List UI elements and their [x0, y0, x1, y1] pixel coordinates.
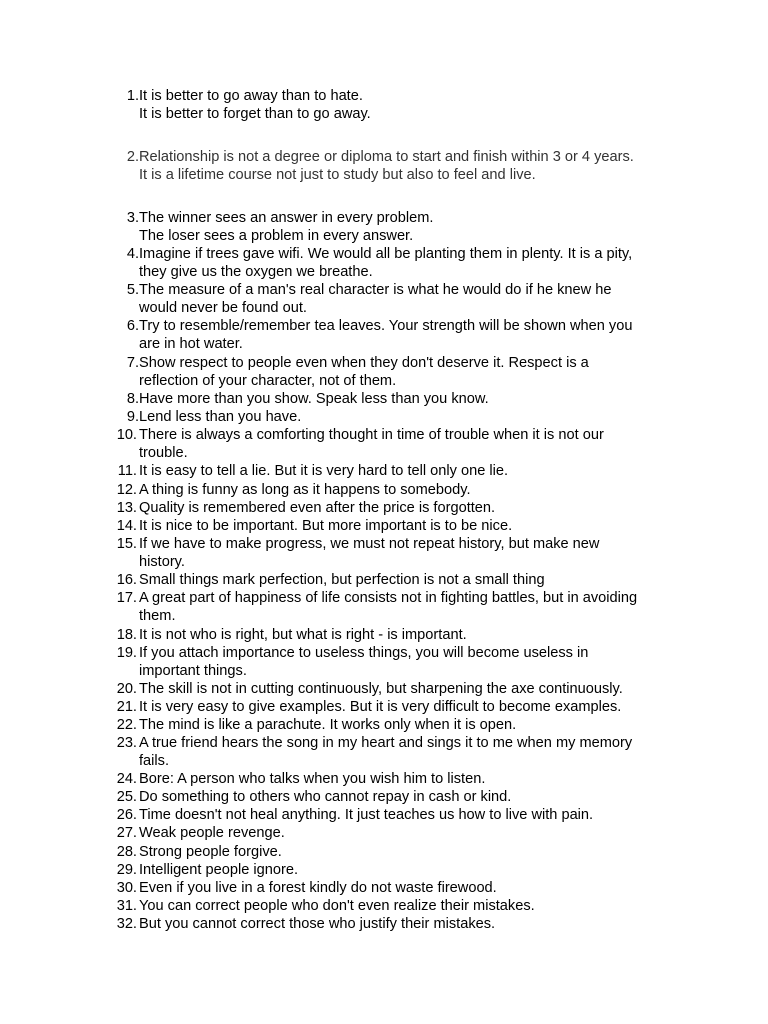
item-line: are in hot water. [139, 336, 243, 353]
item-text [139, 87, 707, 123]
item-line: Have more than you show. Speak less than you know. [139, 391, 489, 407]
list-item [107, 879, 707, 897]
item-number: 1. [126, 88, 139, 104]
list-item [107, 626, 707, 644]
item-number: 12. [116, 482, 137, 498]
item-text [139, 698, 707, 716]
item-line: If you attach importance to useless things, you will become useless in [139, 645, 589, 661]
item-number: 3. [126, 210, 139, 226]
item-number: 30. [116, 880, 137, 896]
item-line: Time doesn't not heal anything. It just teaches us how to live with pain. [139, 807, 594, 823]
item-line: It is easy to tell a lie. But it is very hard to tell only one lie. [139, 463, 509, 479]
item-number: 17. [116, 590, 137, 606]
item-text [139, 354, 707, 390]
item-text [139, 788, 707, 806]
item-text [139, 626, 707, 644]
item-text [139, 571, 707, 589]
list-item [107, 824, 707, 842]
item-text [139, 209, 707, 245]
item-number: 23. [116, 735, 137, 751]
item-number: 8. [126, 391, 139, 407]
item-number: 26. [116, 807, 137, 823]
list-item [107, 843, 707, 861]
item-line: history. [139, 554, 185, 571]
item-number: 16. [116, 572, 137, 588]
item-number: 6. [126, 318, 139, 334]
item-line: But you cannot correct those who justify their mistakes. [139, 916, 496, 932]
item-line: A great part of happiness of life consists not in fighting battles, but in avoiding [139, 590, 638, 606]
item-line: It is better to go away than to hate. [139, 88, 363, 104]
item-line: Weak people revenge. [139, 825, 285, 841]
item-line: Show respect to people even when they don't deserve it. Respect is a [139, 355, 589, 371]
item-line: The loser sees a problem in every answer. [139, 228, 414, 245]
list-item [107, 148, 707, 184]
item-number: 31. [116, 898, 137, 914]
item-text [139, 879, 707, 897]
list-item [107, 390, 707, 408]
item-text [139, 861, 707, 879]
item-line: It is not who is right, but what is right - is important. [139, 627, 467, 643]
item-line: Intelligent people ignore. [139, 862, 299, 878]
item-number: 9. [126, 409, 139, 425]
item-text [139, 644, 707, 680]
list-item [107, 517, 707, 535]
item-line: You can correct people who don't even realize their mistakes. [139, 898, 535, 914]
item-number: 29. [116, 862, 137, 878]
item-number: 4. [126, 246, 139, 262]
item-line: reflection of your character, not of them. [139, 373, 397, 390]
item-line: fails. [139, 753, 170, 770]
item-line: Imagine if trees gave wifi. We would all be planting them in plenty. It is a pity, [139, 246, 633, 262]
item-line: Lend less than you have. [139, 409, 302, 425]
list-item [107, 915, 707, 933]
item-text [139, 390, 707, 408]
item-number: 19. [116, 645, 137, 661]
list-item [107, 87, 707, 123]
item-text [139, 481, 707, 499]
item-line: Strong people forgive. [139, 844, 282, 860]
item-line: Small things mark perfection, but perfection is not a small thing [139, 572, 545, 588]
list-item [107, 535, 707, 571]
item-number: 20. [116, 681, 137, 697]
item-line: Try to resemble/remember tea leaves. Your strength will be shown when you [139, 318, 633, 334]
item-number: 22. [116, 717, 137, 733]
item-line: they give us the oxygen we breathe. [139, 264, 373, 281]
list-item [107, 698, 707, 716]
item-text [139, 897, 707, 915]
list-item [107, 317, 707, 353]
item-line: Bore: A person who talks when you wish him to listen. [139, 771, 486, 787]
list-item [107, 716, 707, 734]
item-line: There is always a comforting thought in time of trouble when it is not our [139, 427, 604, 443]
item-number: 25. [116, 789, 137, 805]
item-text [139, 589, 707, 625]
item-line: A true friend hears the song in my heart and sings it to me when my memory [139, 735, 633, 751]
item-line: would never be found out. [139, 300, 307, 317]
item-number: 13. [116, 500, 137, 516]
item-line: trouble. [139, 445, 188, 462]
list-item [107, 788, 707, 806]
item-text [139, 148, 707, 184]
item-text [139, 426, 707, 462]
item-text [139, 915, 707, 933]
item-number: 24. [116, 771, 137, 787]
list-item [107, 806, 707, 824]
item-text [139, 245, 707, 281]
item-line: Even if you live in a forest kindly do not waste firewood. [139, 880, 497, 896]
item-line: them. [139, 608, 176, 625]
item-line: It is better to forget than to go away. [139, 106, 371, 123]
list-item [107, 426, 707, 462]
list-item [107, 499, 707, 517]
item-line: It is very easy to give examples. But it is very difficult to become examples. [139, 699, 622, 715]
item-number: 11. [117, 463, 137, 479]
item-line: important things. [139, 663, 247, 680]
item-number: 14. [116, 518, 137, 534]
list-item [107, 354, 707, 390]
item-number: 18. [116, 627, 137, 643]
list-item [107, 408, 707, 426]
item-number: 27. [116, 825, 137, 841]
item-number: 28. [116, 844, 137, 860]
item-text [139, 317, 707, 353]
list-item [107, 770, 707, 788]
item-line: Relationship is not a degree or diploma to start and finish within 3 or 4 years. [139, 149, 634, 165]
item-line: Do something to others who cannot repay in cash or kind. [139, 789, 512, 805]
item-text [139, 734, 707, 770]
item-number: 32. [116, 916, 137, 932]
item-line: It is nice to be important. But more important is to be nice. [139, 518, 513, 534]
item-line: The mind is like a parachute. It works only when it is open. [139, 717, 517, 733]
item-text [139, 517, 707, 535]
item-number: 5. [126, 282, 139, 298]
item-text [139, 824, 707, 842]
list-item [107, 734, 707, 770]
list-item [107, 571, 707, 589]
list-item [107, 481, 707, 499]
item-text [139, 499, 707, 517]
list-item [107, 245, 707, 281]
item-line: The winner sees an answer in every problem. [139, 210, 434, 226]
list-item [107, 281, 707, 317]
item-text [139, 680, 707, 698]
item-line: If we have to make progress, we must not repeat history, but make new [139, 536, 600, 552]
item-text [139, 806, 707, 824]
item-text [139, 716, 707, 734]
item-line: Quality is remembered even after the price is forgotten. [139, 500, 496, 516]
item-line: A thing is funny as long as it happens to somebody. [139, 482, 471, 498]
item-number: 7. [126, 355, 139, 371]
item-text [139, 535, 707, 571]
item-number: 21. [116, 699, 137, 715]
item-text [139, 462, 707, 480]
list-item [107, 209, 707, 245]
item-number: 10. [116, 427, 137, 443]
list-item [107, 680, 707, 698]
item-number: 2. [126, 149, 139, 165]
item-line: The skill is not in cutting continuously, but sharpening the axe continuously. [139, 681, 623, 697]
list-item [107, 861, 707, 879]
item-number: 15. [116, 536, 137, 552]
list-item [107, 644, 707, 680]
item-line: It is a lifetime course not just to study but also to feel and live. [139, 167, 536, 184]
item-text [139, 408, 707, 426]
list-item [107, 897, 707, 915]
item-text [139, 770, 707, 788]
list-item [107, 589, 707, 625]
item-line: The measure of a man's real character is what he would do if he knew he [139, 282, 612, 298]
item-text [139, 281, 707, 317]
item-text [139, 843, 707, 861]
list-item [107, 462, 707, 480]
